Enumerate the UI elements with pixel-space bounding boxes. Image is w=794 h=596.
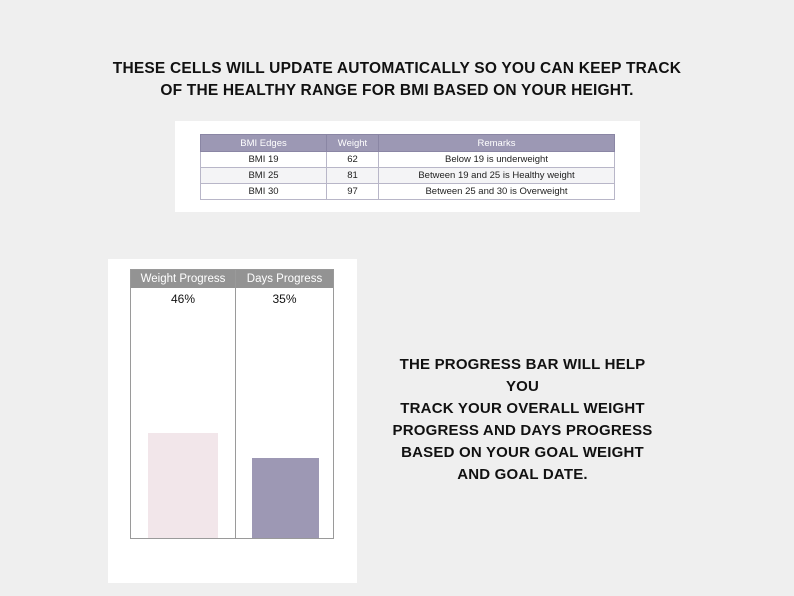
- progress-bars-frame: [130, 269, 334, 539]
- bmi-table-card: [175, 121, 640, 212]
- description-line: BASED ON YOUR GOAL WEIGHT: [401, 444, 644, 461]
- bmi-remark-cell[interactable]: Between 25 and 30 is Overweight: [379, 184, 615, 200]
- days-progress-value[interactable]: 35%: [272, 292, 297, 306]
- weight-progress-bar: [148, 433, 218, 538]
- bmi-table: [200, 134, 615, 200]
- bmi-weight-cell[interactable]: 62: [327, 152, 379, 168]
- bmi-header-edges: BMI Edges: [201, 135, 327, 152]
- bmi-weight-cell[interactable]: 81: [327, 168, 379, 184]
- days-progress-header: Days Progress: [236, 270, 333, 288]
- description-line: TRACK YOUR OVERALL WEIGHT: [400, 400, 645, 417]
- bmi-edge-cell[interactable]: BMI 25: [201, 168, 327, 184]
- heading-line-1: THESE CELLS WILL UPDATE AUTOMATICALLY SO YOU CAN KEEP TRACK: [112, 60, 682, 77]
- description-line: AND GOAL DATE.: [457, 466, 588, 483]
- bmi-header-remarks: Remarks: [379, 135, 615, 152]
- progress-description: [385, 354, 660, 486]
- progress-card: [108, 259, 357, 583]
- bmi-table-row: [201, 184, 615, 200]
- weight-progress-value[interactable]: 46%: [170, 292, 196, 306]
- bmi-table-row: [201, 168, 615, 184]
- bmi-table-row: [201, 152, 615, 168]
- bmi-remark-cell[interactable]: Below 19 is underweight: [379, 152, 615, 168]
- column-divider: [235, 270, 236, 538]
- bmi-remark-cell[interactable]: Between 19 and 25 is Healthy weight: [379, 168, 615, 184]
- description-line: PROGRESS AND DAYS PROGRESS: [392, 422, 653, 439]
- page-heading: [100, 58, 694, 102]
- bmi-edge-cell[interactable]: BMI 30: [201, 184, 327, 200]
- bmi-header-weight: Weight: [327, 135, 379, 152]
- bmi-table-header-row: [201, 135, 615, 152]
- heading-line-2: OF THE HEALTHY RANGE FOR BMI BASED ON YOUR HEIGHT.: [160, 82, 634, 99]
- bmi-weight-cell[interactable]: 97: [327, 184, 379, 200]
- days-progress-bar: [252, 458, 319, 538]
- bmi-edge-cell[interactable]: BMI 19: [201, 152, 327, 168]
- weight-progress-header: Weight Progress: [131, 270, 235, 288]
- description-line: THE PROGRESS BAR WILL HELP YOU: [399, 356, 646, 395]
